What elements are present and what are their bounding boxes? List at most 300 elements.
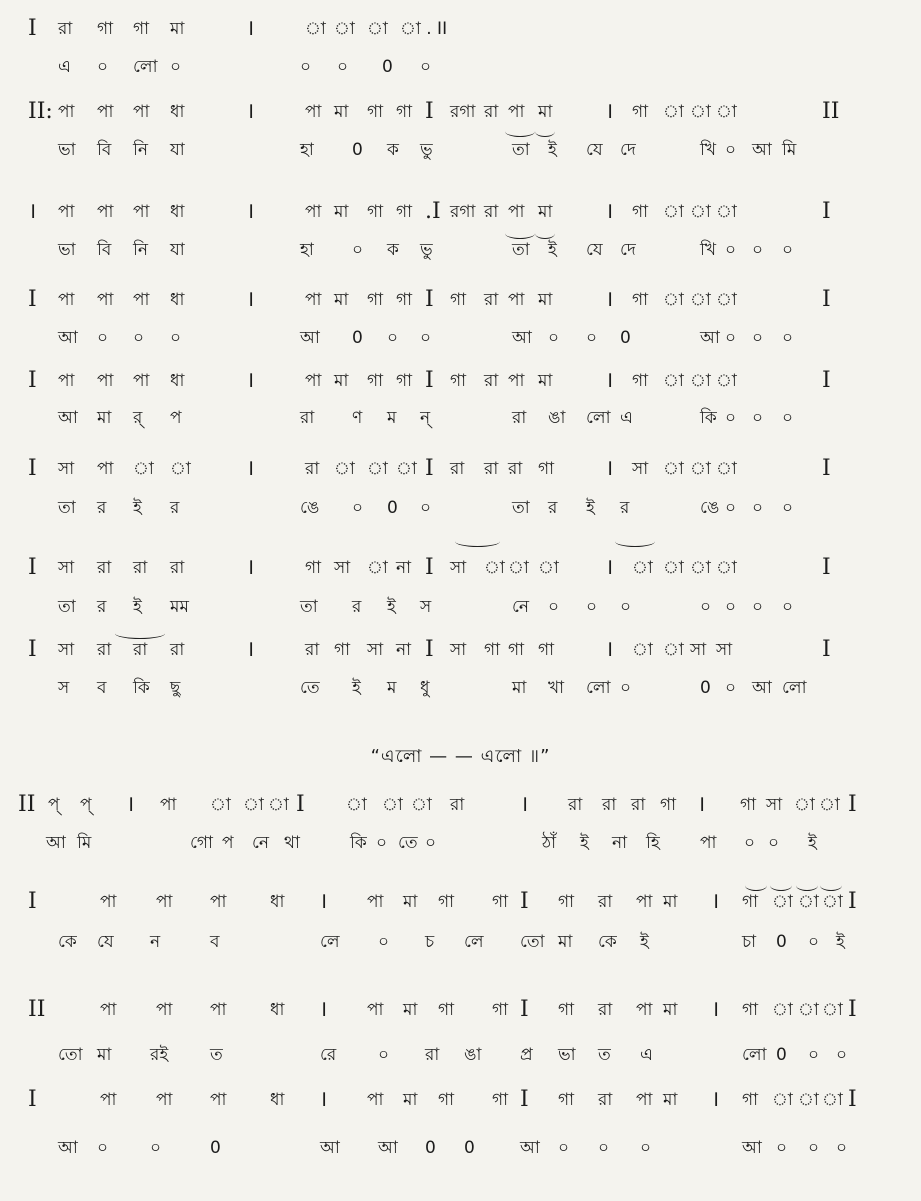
swara-note: া: [690, 558, 711, 578]
swara-note: গা: [742, 892, 759, 912]
lyric-syllable: ই: [640, 932, 649, 952]
swara-note: I: [425, 637, 434, 662]
lyric-syllable: প: [222, 833, 234, 853]
swara-note: া: [663, 371, 684, 391]
lyric-syllable: ০: [548, 328, 560, 348]
swara-note: মা: [538, 371, 553, 391]
lyric-syllable: এ: [58, 57, 71, 77]
lyric-syllable: ০: [725, 140, 737, 160]
swara-note: মা: [170, 19, 185, 39]
swara-note: I: [28, 637, 37, 662]
lyric-syllable: র্: [133, 408, 143, 428]
lyric-syllable: লো: [133, 57, 158, 77]
lyric-syllable: নে: [252, 833, 270, 853]
lyric-syllable: যা: [170, 140, 185, 160]
lyric-syllable: ০: [97, 1138, 109, 1158]
lyric-syllable: ০: [808, 1045, 820, 1065]
swara-note: I: [28, 456, 37, 481]
lyric-syllable: স: [420, 597, 432, 617]
slur-mark: [535, 228, 555, 239]
swara-note: পা: [97, 459, 114, 479]
swara-note: া: [798, 892, 819, 912]
swara-note: া: [690, 371, 711, 391]
swara-note: ।: [711, 889, 720, 914]
lyric-syllable: বি: [97, 140, 112, 160]
lyric-syllable: ০: [768, 833, 780, 853]
swara-note: গা: [450, 290, 467, 310]
lyric-syllable: ০: [352, 240, 364, 260]
swara-note: রা: [170, 558, 185, 578]
swara-note: পা: [210, 892, 227, 912]
lyric-syllable: তো: [58, 1045, 83, 1065]
swara-note: া: [716, 371, 737, 391]
lyric-syllable: কি: [350, 833, 367, 853]
lyric-syllable: কি: [133, 678, 150, 698]
lyric-syllable: র: [548, 498, 558, 518]
swara-note: পা: [636, 892, 653, 912]
swara-note: পা: [58, 290, 75, 310]
lyric-syllable: আ: [378, 1138, 398, 1158]
swara-note: রা: [170, 640, 185, 660]
swara-note: পা: [133, 102, 150, 122]
swara-note: পা: [508, 202, 525, 222]
lyric-syllable: 0: [776, 932, 787, 952]
swara-note: গা: [660, 795, 677, 815]
swara-note: I: [28, 16, 37, 41]
swara-note: মা: [334, 290, 349, 310]
swara-note: া: [822, 892, 843, 912]
swara-note: পা: [210, 1090, 227, 1110]
swara-note: পা: [133, 202, 150, 222]
swara-note: রা: [450, 795, 465, 815]
swara-note: ধা: [170, 202, 185, 222]
swara-line: [0, 790, 921, 820]
lyric-syllable: রা: [512, 408, 527, 428]
lyric-syllable: দে: [620, 140, 636, 160]
swara-note: রা: [305, 459, 320, 479]
lyric-syllable: ০: [420, 57, 432, 77]
lyric-syllable: ০: [752, 240, 764, 260]
swara-note: া: [367, 19, 388, 39]
lyric-syllable: ধু: [420, 678, 430, 698]
lyric-syllable: ঙে: [300, 498, 320, 518]
swara-note: গা: [438, 892, 455, 912]
swara-note: পা: [305, 371, 322, 391]
slur-mark: [796, 880, 818, 891]
swara-note: পা: [156, 892, 173, 912]
swara-note: ।: [605, 287, 614, 312]
lyric-syllable: যে: [586, 140, 603, 160]
swara-note: সা: [450, 558, 467, 578]
swara-note: পা: [156, 1000, 173, 1020]
swara-note: I: [28, 555, 37, 580]
swara-note: গা: [492, 1090, 509, 1110]
swara-note: ধা: [270, 892, 285, 912]
lyric-syllable: ০: [782, 597, 794, 617]
swara-note: া: [334, 459, 355, 479]
swara-note: গা: [492, 892, 509, 912]
swara-note: া: [170, 459, 191, 479]
lyric-syllable: আ: [58, 1138, 78, 1158]
lyric-syllable: না: [612, 833, 628, 853]
lyric-syllable: ০: [725, 678, 737, 698]
swara-note: I: [28, 287, 37, 312]
swara-note: পা: [97, 102, 114, 122]
lyric-syllable: ০: [387, 328, 399, 348]
swara-note: প্: [48, 795, 60, 815]
lyric-syllable: ম: [387, 678, 397, 698]
lyric-syllable: নি: [133, 140, 149, 160]
swara-note: ।: [246, 199, 255, 224]
swara-note: ।: [319, 1087, 328, 1112]
swara-note: পা: [58, 371, 75, 391]
lyric-syllable: ভু: [420, 140, 433, 160]
lyric-line: [0, 135, 921, 165]
swara-note: ।: [605, 368, 614, 393]
lyric-syllable: ০: [725, 240, 737, 260]
lyric-syllable: 0: [352, 140, 363, 160]
lyric-syllable: ০: [586, 328, 598, 348]
swara-note: I: [520, 1087, 529, 1112]
swara-note: পা: [160, 795, 177, 815]
swara-note: ।: [28, 199, 37, 224]
swara-note: গা: [632, 290, 649, 310]
lyric-syllable: তে: [300, 678, 320, 698]
swara-note: .I: [425, 199, 441, 224]
lyric-syllable: তা: [512, 240, 530, 260]
lyric-syllable: র: [170, 498, 180, 518]
swara-note: পা: [508, 371, 525, 391]
swara-note: া: [716, 290, 737, 310]
lyric-syllable: রা: [425, 1045, 440, 1065]
swara-note: ।: [246, 456, 255, 481]
lyric-syllable: ভু: [420, 240, 433, 260]
swara-note: পা: [97, 371, 114, 391]
lyric-syllable: আ: [58, 408, 78, 428]
swara-note: I: [848, 1087, 857, 1112]
swara-note: গা: [367, 290, 384, 310]
swara-note: া: [367, 459, 388, 479]
lyric-syllable: ত: [598, 1045, 611, 1065]
lyric-syllable: ঙা: [548, 408, 566, 428]
slur-mark: [455, 536, 500, 547]
lyric-syllable: 0: [700, 678, 711, 698]
swara-note: I: [425, 99, 434, 124]
swara-note: গা: [740, 795, 757, 815]
lyric-syllable: ০: [836, 1045, 848, 1065]
swara-note: মা: [334, 371, 349, 391]
swara-note: গা: [396, 290, 413, 310]
lyric-syllable: ঙে: [700, 498, 720, 518]
lyric-syllable: ০: [548, 597, 560, 617]
swara-note: I: [822, 637, 831, 662]
swara-note: রা: [450, 459, 465, 479]
swara-note: সা: [58, 459, 75, 479]
swara-note: গা: [538, 640, 555, 660]
swara-note: গা: [450, 371, 467, 391]
swara-note: পা: [305, 290, 322, 310]
lyric-syllable: ০: [725, 328, 737, 348]
swara-note: রা: [602, 795, 617, 815]
lyric-syllable: রে: [320, 1045, 337, 1065]
swara-note: সা: [58, 640, 75, 660]
lyric-syllable: মা: [97, 408, 112, 428]
lyric-syllable: ০: [725, 408, 737, 428]
lyric-syllable: ণ: [352, 408, 363, 428]
lyric-syllable: ০: [558, 1138, 570, 1158]
lyric-syllable: ০: [776, 1138, 788, 1158]
swara-note: I: [425, 456, 434, 481]
swara-line: [0, 887, 921, 917]
lyric-syllable: আ: [520, 1138, 540, 1158]
lyric-syllable: তে: [398, 833, 418, 853]
slur-mark: [615, 536, 655, 547]
swara-note: গা: [367, 202, 384, 222]
swara-note: া: [690, 459, 711, 479]
swara-note: পা: [636, 1000, 653, 1020]
swara-note: া: [411, 795, 432, 815]
lyric-syllable: ০: [420, 498, 432, 518]
lyric-syllable: ক: [387, 240, 399, 260]
lyric-syllable: আ: [752, 678, 772, 698]
swara-note: ।: [711, 1087, 720, 1112]
swara-note: পা: [305, 202, 322, 222]
swara-note: রা: [58, 19, 73, 39]
swara-note: ।: [605, 99, 614, 124]
swara-note: া: [772, 892, 793, 912]
swara-note: পা: [100, 1090, 117, 1110]
lyric-syllable: ই: [548, 240, 557, 260]
lyric-syllable: ন্: [420, 408, 431, 428]
lyric-syllable: আ: [46, 833, 66, 853]
swara-note: ধা: [170, 290, 185, 310]
lyric-syllable: খা: [548, 678, 565, 698]
swara-note: গা: [305, 558, 322, 578]
swara-note: পা: [58, 102, 75, 122]
swara-note: ।: [605, 637, 614, 662]
swara-note: পা: [133, 371, 150, 391]
swara-note: পা: [636, 1090, 653, 1110]
lyric-syllable: ০: [744, 833, 756, 853]
lyric-syllable: 0: [352, 328, 363, 348]
lyric-syllable: 0: [210, 1138, 221, 1158]
swara-note: I: [822, 287, 831, 312]
swara-note: I: [822, 456, 831, 481]
lyric-syllable: র: [97, 597, 107, 617]
lyric-syllable: ০: [150, 1138, 162, 1158]
swara-note: রা: [484, 290, 499, 310]
lyric-syllable: 0: [620, 328, 631, 348]
swara-note: সা: [690, 640, 707, 660]
lyric-syllable: ই: [387, 597, 396, 617]
lyric-syllable: দে: [620, 240, 636, 260]
lyric-syllable: ০: [170, 57, 182, 77]
swara-note: মা: [403, 1000, 418, 1020]
swara-note: মা: [334, 102, 349, 122]
slur-mark: [535, 126, 555, 137]
swara-note: গা: [334, 640, 351, 660]
swara-note: প্: [80, 795, 92, 815]
swara-note: রগা: [450, 202, 476, 222]
swara-note: I: [296, 792, 305, 817]
lyric-syllable: ০: [586, 597, 598, 617]
swara-line: [0, 995, 921, 1025]
swara-note: া: [133, 459, 154, 479]
lyric-syllable: যে: [586, 240, 603, 260]
lyric-syllable: ছু: [170, 678, 181, 698]
swara-note: া: [663, 640, 684, 660]
lyric-syllable: ভা: [58, 240, 76, 260]
swara-note: রা: [133, 640, 148, 660]
lyric-syllable: এ: [640, 1045, 653, 1065]
swara-note: া: [538, 558, 559, 578]
swara-line: [0, 366, 921, 396]
swara-note: সা: [367, 640, 384, 660]
swara-note: সা: [716, 640, 733, 660]
swara-note: রা: [598, 892, 613, 912]
swara-note: া: [690, 290, 711, 310]
swara-note: পা: [508, 102, 525, 122]
lyric-syllable: চ: [425, 932, 435, 952]
lyric-syllable: যা: [170, 240, 185, 260]
lyric-syllable: লে: [320, 932, 340, 952]
swara-note: া: [508, 558, 529, 578]
lyric-syllable: মম: [170, 597, 189, 617]
lyric-syllable: ই: [808, 833, 817, 853]
swara-note: রা: [508, 459, 523, 479]
slur-mark: [820, 880, 842, 891]
swara-note: পা: [156, 1090, 173, 1110]
swara-note: া: [632, 640, 653, 660]
swara-note: গা: [508, 640, 525, 660]
swara-note: রা: [484, 102, 499, 122]
lyric-syllable: আ: [752, 140, 772, 160]
lyric-syllable: 0: [382, 57, 393, 77]
lyric-syllable: লো: [782, 678, 807, 698]
lyric-syllable: থা: [284, 833, 300, 853]
swara-note: পা: [305, 102, 322, 122]
lyric-syllable: ০: [782, 328, 794, 348]
swara-note: ।: [246, 99, 255, 124]
swara-note: ।: [605, 555, 614, 580]
swara-note: া: [663, 459, 684, 479]
swara-line: [0, 454, 921, 484]
lyric-syllable: ০: [752, 597, 764, 617]
lyric-syllable: মা: [512, 678, 527, 698]
lyric-syllable: ম: [387, 408, 397, 428]
swara-line: [0, 197, 921, 227]
swara-note: া: [716, 102, 737, 122]
lyric-syllable: ০: [836, 1138, 848, 1158]
lyric-syllable: ০: [300, 57, 312, 77]
lyric-syllable: ০: [170, 328, 182, 348]
lyric-line: [0, 673, 921, 703]
lyric-syllable: তা: [512, 140, 530, 160]
swara-note: রা: [305, 640, 320, 660]
lyric-line: [0, 927, 921, 957]
lyric-syllable: 0: [776, 1045, 787, 1065]
lyric-syllable: তা: [512, 498, 530, 518]
lyric-syllable: ০: [97, 328, 109, 348]
lyric-syllable: ই: [352, 678, 361, 698]
swara-note: গা: [742, 1090, 759, 1110]
lyric-syllable: মা: [558, 932, 573, 952]
swara-note: গা: [492, 1000, 509, 1020]
swara-note: সা: [632, 459, 649, 479]
lyric-syllable: ই: [133, 498, 142, 518]
lyric-syllable: র: [97, 498, 107, 518]
lyric-syllable: ই: [580, 833, 589, 853]
swara-note: মা: [538, 202, 553, 222]
lyric-syllable: আ: [300, 328, 320, 348]
swara-note: পা: [367, 1090, 384, 1110]
lyric-syllable: ০: [598, 1138, 610, 1158]
lyric-syllable: ০: [808, 1138, 820, 1158]
swara-note: রা: [484, 371, 499, 391]
lyric-syllable: খি: [700, 240, 717, 260]
swara-note: গা: [438, 1000, 455, 1020]
lyric-syllable: মা: [97, 1045, 112, 1065]
swara-note: মা: [538, 290, 553, 310]
swara-note: II: [28, 997, 46, 1022]
swara-note: গা: [484, 640, 501, 660]
swara-line: [0, 553, 921, 583]
lyric-syllable: ০: [752, 408, 764, 428]
lyric-syllable: আ: [58, 328, 78, 348]
swara-note: গা: [97, 19, 114, 39]
lyric-syllable: নে: [512, 597, 530, 617]
lyric-syllable: ব: [210, 932, 220, 952]
lyric-syllable: ০: [425, 833, 437, 853]
lyric-syllable: ০: [808, 932, 820, 952]
swara-note: গা: [558, 1000, 575, 1020]
swara-note: পা: [367, 892, 384, 912]
lyric-syllable: 0: [387, 498, 398, 518]
swara-note: রা: [484, 202, 499, 222]
swara-note: গা: [632, 371, 649, 391]
lyric-syllable: রই: [150, 1045, 169, 1065]
swara-note: ।: [520, 792, 529, 817]
lyric-syllable: গো: [190, 833, 213, 853]
lyric-syllable: ০: [725, 498, 737, 518]
lyric-syllable: ০: [782, 240, 794, 260]
lyric-syllable: ক: [387, 140, 399, 160]
swara-note: গা: [558, 892, 575, 912]
swara-note: রা: [97, 640, 112, 660]
lyric-syllable: মি: [77, 833, 92, 853]
lyric-syllable: আ: [320, 1138, 340, 1158]
lyric-syllable: ০: [376, 833, 388, 853]
lyric-syllable: লে: [464, 932, 484, 952]
swara-note: মা: [663, 1090, 678, 1110]
swara-note: া: [663, 290, 684, 310]
swara-note: গা: [632, 102, 649, 122]
swara-note: পা: [210, 1000, 227, 1020]
swara-note: া: [690, 202, 711, 222]
lyric-syllable: আ: [742, 1138, 762, 1158]
swara-note: গা: [742, 1000, 759, 1020]
lyric-syllable: ০: [752, 498, 764, 518]
swara-note: া: [210, 795, 231, 815]
swara-note: া: [716, 202, 737, 222]
swara-note: পা: [508, 290, 525, 310]
lyric-syllable: ০: [640, 1138, 652, 1158]
swara-note: মা: [663, 892, 678, 912]
swara-note: রা: [568, 795, 583, 815]
swara-note: I: [848, 889, 857, 914]
swara-note: গা: [133, 19, 150, 39]
swara-note: ধা: [270, 1000, 285, 1020]
